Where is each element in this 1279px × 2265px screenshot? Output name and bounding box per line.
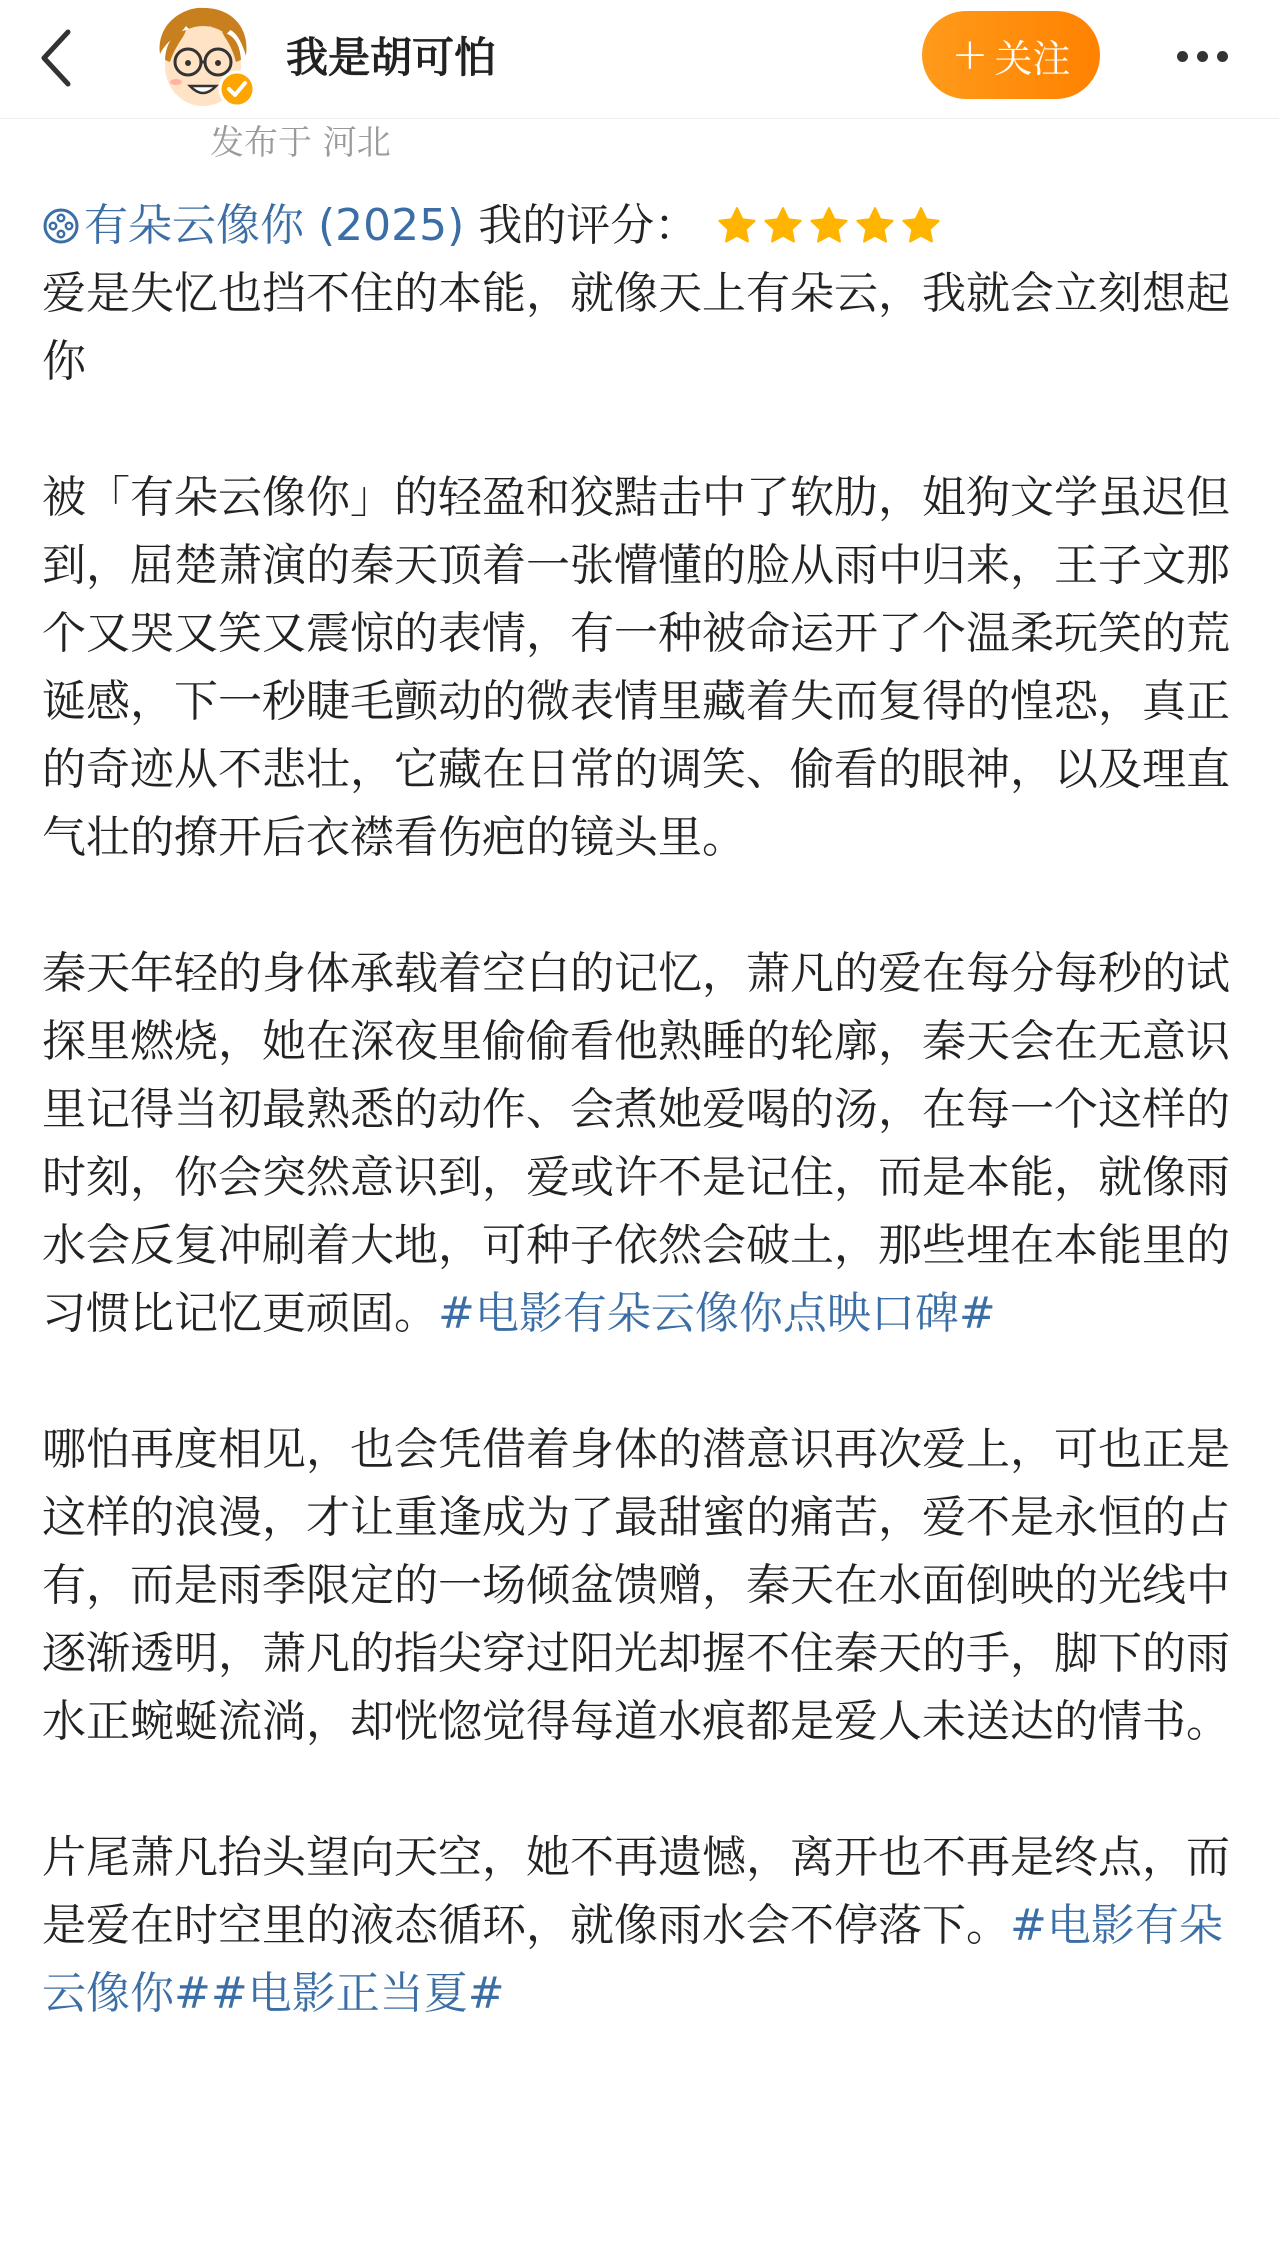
paragraph-2: 被「有朵云像你」的轻盈和狡黠击中了软肋，姐狗文学虽迟但到，屈楚萧演的秦天顶着一张懵懂的脸从雨中归来，王子文那个又哭又笑又震惊的表情，有一种被命运开了个温柔玩笑的荒诞感，下一秒睫毛颤动的微表情里藏着失而复得的惶恐，真正的奇迹从不悲壮，它藏在日常的调笑、偷看的眼神，以及理直气壮的撩开后衣襟看伤疤的镜头里。 [42, 472, 1230, 863]
paragraph-3-text: 秦天年轻的身体承载着空白的记忆，萧凡的爱在每分每秒的试探里燃烧，她在深夜里偷偷看他熟睡的轮廓，秦天会在无意识里记得当初最熟悉的动作、会煮她爱喝的汤，在每一个这样的时刻，你会突然意识到，爱或许不是记住，而是本能，就像雨水会反复冲刷着大地，可种子依然会破土，那些埋在本能里的习惯比记忆更顽固。 [42, 948, 1230, 1339]
post-body [42, 192, 1242, 2028]
more-button[interactable] [1162, 20, 1242, 92]
paragraph-3 [42, 940, 1242, 1348]
star-icon [900, 205, 942, 247]
back-button[interactable] [26, 22, 86, 94]
paragraph-5-text: 片尾萧凡抬头望向天空，她不再遗憾，离开也不再是终点，而是爱在时空里的液态循环，就像雨水会不停落下。 [42, 1832, 1230, 1951]
star-icon [716, 205, 758, 247]
more-dots-icon [1177, 51, 1188, 62]
chevron-left-icon [38, 28, 74, 88]
verified-badge-icon [218, 70, 256, 108]
paragraph-5 [42, 1824, 1242, 2028]
hashtag-link[interactable]: #电影有朵云像你点映口碑# [438, 1288, 996, 1339]
follow-button[interactable] [922, 11, 1100, 99]
star-icon [854, 205, 896, 247]
more-dots-icon [1217, 51, 1228, 62]
star-icon [762, 205, 804, 247]
hashtag-link[interactable]: #电影有朵云像你# [42, 1900, 1223, 2019]
top-bar [0, 0, 1279, 119]
hashtag-link[interactable]: #电影正当夏# [210, 1968, 505, 2019]
paragraph-1: 爱是失忆也挡不住的本能，就像天上有朵云，我就会立刻想起你 [42, 268, 1230, 387]
paragraph-4: 哪怕再度相见，也会凭借着身体的潜意识再次爱上，可也正是这样的浪漫，才让重逢成为了最甜蜜的痛苦，爱不是永恒的占有，而是雨季限定的一场倾盆馈赠，秦天在水面倒映的光线中逐渐透明，萧凡的指尖穿过阳光却握不住秦天的手，脚下的雨水正蜿蜒流淌，却恍惚觉得每道水痕都是爱人未送达的情书。 [42, 1424, 1230, 1747]
more-dots-icon [1197, 51, 1208, 62]
post-location: 发布于 河北 [210, 123, 391, 163]
rating-line [42, 192, 1242, 260]
follow-label: 关注 [994, 36, 1071, 81]
username[interactable]: 我是胡可怕 [286, 33, 497, 82]
plus-icon: + [951, 29, 989, 80]
star-icon [808, 205, 850, 247]
movie-link[interactable] [42, 192, 464, 260]
movie-title: 有朵云像你 (2025) [84, 200, 465, 251]
rating-label: 我的评分： [478, 200, 699, 251]
movie-reel-icon [42, 207, 80, 245]
rating-stars [716, 205, 942, 247]
